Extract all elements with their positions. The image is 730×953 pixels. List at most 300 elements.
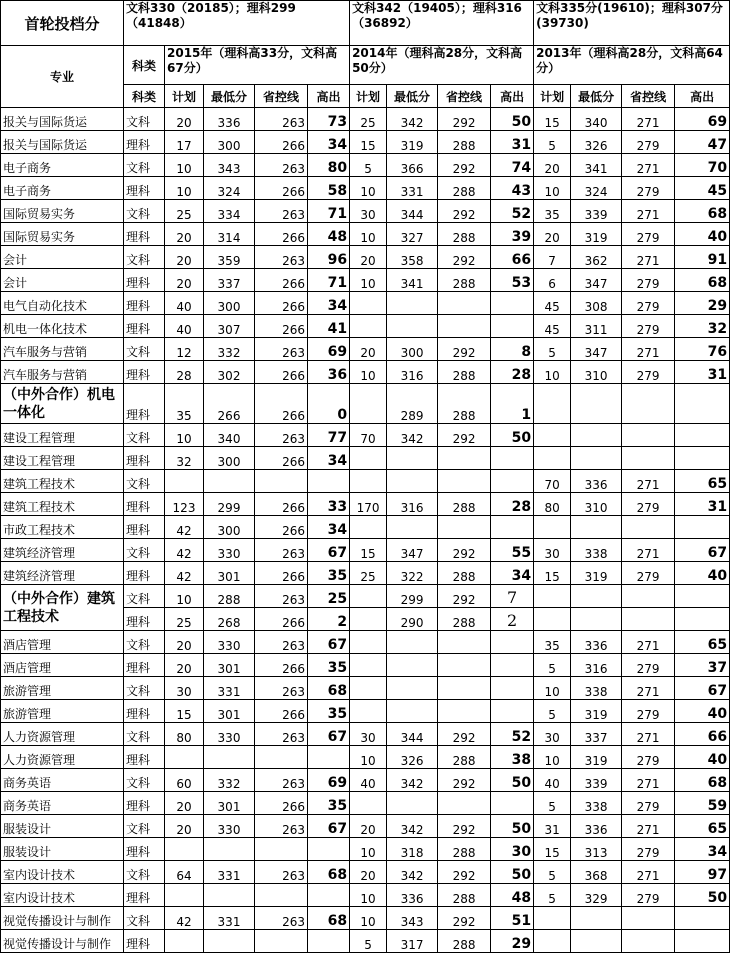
cell-2015-control-line: 263 [255, 585, 308, 608]
subheader-y2015-0: 计划 [165, 85, 204, 108]
cell-2013-control-line [622, 585, 675, 608]
cell-2014-above-line [491, 292, 534, 315]
cell-2014-plan: 170 [350, 493, 387, 516]
header-score-2014: 文科342（19405）；理科316（36892） [350, 1, 534, 46]
cell-2015-plan: 20 [165, 631, 204, 654]
cell-2013-above-line [675, 424, 730, 447]
cell-2015-min-score: 330 [204, 723, 255, 746]
cell-2014-control-line: 288 [438, 930, 491, 953]
cell-2013-control-line: 271 [622, 861, 675, 884]
major-name: 电子商务 [1, 154, 124, 177]
cell-2015-control-line: 266 [255, 516, 308, 539]
table-row [1, 223, 730, 246]
cell-2015-above-line: 48 [308, 223, 350, 246]
cell-2015-above-line: 67 [308, 723, 350, 746]
cell-2013-min-score [571, 930, 622, 953]
cell-2014-control-line: 292 [438, 246, 491, 269]
cell-2014-min-score: 300 [387, 338, 438, 361]
cell-2013-above-line: 29 [675, 292, 730, 315]
cell-2014-above-line [491, 700, 534, 723]
cell-2014-above-line: 48 [491, 884, 534, 907]
cell-2014-above-line [491, 792, 534, 815]
major-name: 视觉传播设计与制作 [1, 930, 124, 953]
cell-2013-min-score: 338 [571, 677, 622, 700]
major-name: （中外合作）建筑工程技术 [1, 585, 124, 631]
major-name: 旅游管理 [1, 677, 124, 700]
cell-2014-plan: 15 [350, 131, 387, 154]
cell-2013-plan: 45 [534, 315, 571, 338]
column-major-header: 专业 [1, 46, 124, 108]
cell-2014-control-line: 288 [438, 384, 491, 424]
cell-2013-control-line: 279 [622, 700, 675, 723]
cell-2015-control-line: 266 [255, 447, 308, 470]
cell-2014-min-score: 322 [387, 562, 438, 585]
cell-2015-above-line: 58 [308, 177, 350, 200]
cell-2015-control-line: 263 [255, 108, 308, 131]
major-name: 会计 [1, 269, 124, 292]
cell-2013-plan: 10 [534, 361, 571, 384]
cell-2013-above-line [675, 447, 730, 470]
cell-2014-above-line [491, 654, 534, 677]
subject-type: 文科 [124, 338, 165, 361]
cell-2015-above-line: 25 [308, 585, 350, 608]
cell-2013-above-line: 76 [675, 338, 730, 361]
major-name: 酒店管理 [1, 631, 124, 654]
cell-2014-plan [350, 654, 387, 677]
cell-2013-control-line: 279 [622, 792, 675, 815]
cell-2015-above-line: 34 [308, 516, 350, 539]
cell-2014-above-line [491, 315, 534, 338]
cell-2014-plan: 20 [350, 861, 387, 884]
cell-2013-control-line: 271 [622, 108, 675, 131]
cell-2013-control-line [622, 608, 675, 631]
cell-2013-above-line [675, 384, 730, 424]
cell-2014-plan: 5 [350, 930, 387, 953]
subheader-y2013-2: 省控线 [622, 85, 675, 108]
cell-2015-above-line: 71 [308, 200, 350, 223]
major-name: 会计 [1, 246, 124, 269]
cell-2014-above-line: 29 [491, 930, 534, 953]
cell-2013-above-line: 97 [675, 861, 730, 884]
table-row [1, 177, 730, 200]
cell-2015-min-score: 301 [204, 562, 255, 585]
subject-type: 理科 [124, 562, 165, 585]
cell-2015-control-line: 266 [255, 131, 308, 154]
cell-2015-control-line: 263 [255, 861, 308, 884]
cell-2015-plan: 17 [165, 131, 204, 154]
table-row [1, 723, 730, 746]
cell-2015-control-line: 263 [255, 677, 308, 700]
cell-2013-min-score: 340 [571, 108, 622, 131]
cell-2014-above-line: 39 [491, 223, 534, 246]
table-row [1, 677, 730, 700]
cell-2015-plan: 60 [165, 769, 204, 792]
major-name: 酒店管理 [1, 654, 124, 677]
cell-2014-plan: 20 [350, 338, 387, 361]
cell-2014-above-line [491, 631, 534, 654]
major-name: 电气自动化技术 [1, 292, 124, 315]
cell-2014-control-line [438, 700, 491, 723]
subject-type: 文科 [124, 585, 165, 608]
cell-2013-control-line: 271 [622, 470, 675, 493]
cell-2014-min-score: 342 [387, 815, 438, 838]
cell-2013-above-line: 40 [675, 562, 730, 585]
cell-2015-above-line: 67 [308, 631, 350, 654]
cell-2013-control-line: 271 [622, 723, 675, 746]
cell-2014-above-line: 31 [491, 131, 534, 154]
subject-type: 文科 [124, 631, 165, 654]
cell-2015-min-score: 332 [204, 338, 255, 361]
table-row [1, 108, 730, 131]
cell-2014-control-line: 288 [438, 562, 491, 585]
cell-2015-above-line: 69 [308, 338, 350, 361]
cell-2014-min-score: 342 [387, 861, 438, 884]
cell-2014-plan [350, 792, 387, 815]
cell-2014-min-score: 319 [387, 131, 438, 154]
header-score-2015: 文科330（20185）；理科299（41848） [124, 1, 350, 46]
cell-2015-above-line: 34 [308, 131, 350, 154]
cell-2014-above-line [491, 470, 534, 493]
major-name: 室内设计技术 [1, 861, 124, 884]
cell-2013-plan: 20 [534, 223, 571, 246]
cell-2013-above-line: 68 [675, 769, 730, 792]
cell-2013-plan: 5 [534, 792, 571, 815]
cell-2014-min-score: 327 [387, 223, 438, 246]
cell-2015-plan [165, 470, 204, 493]
cell-2015-control-line: 263 [255, 539, 308, 562]
cell-2013-control-line: 279 [622, 131, 675, 154]
cell-2013-above-line: 40 [675, 700, 730, 723]
table-row [1, 884, 730, 907]
cell-2015-plan: 20 [165, 108, 204, 131]
table-row [1, 315, 730, 338]
subject-type: 理科 [124, 746, 165, 769]
cell-2013-control-line [622, 447, 675, 470]
major-name: 旅游管理 [1, 700, 124, 723]
table-row [1, 631, 730, 654]
cell-2014-control-line [438, 470, 491, 493]
table-row [1, 493, 730, 516]
cell-2015-min-score [204, 746, 255, 769]
cell-2014-plan [350, 631, 387, 654]
cell-2014-control-line: 292 [438, 338, 491, 361]
cell-2013-min-score [571, 585, 622, 608]
cell-2014-control-line: 292 [438, 907, 491, 930]
table-row [1, 292, 730, 315]
subject-type: 理科 [124, 884, 165, 907]
cell-2013-control-line [622, 424, 675, 447]
table-row [1, 792, 730, 815]
cell-2015-min-score: 288 [204, 585, 255, 608]
table-row [1, 361, 730, 384]
cell-2013-above-line: 59 [675, 792, 730, 815]
cell-2015-above-line [308, 884, 350, 907]
table-row [1, 269, 730, 292]
cell-2013-plan: 5 [534, 861, 571, 884]
cell-2013-plan: 5 [534, 884, 571, 907]
cell-2015-plan: 10 [165, 177, 204, 200]
cell-2015-plan: 42 [165, 516, 204, 539]
subject-type: 理科 [124, 292, 165, 315]
cell-2013-above-line: 65 [675, 631, 730, 654]
cell-2015-min-score: 340 [204, 424, 255, 447]
table-row [1, 246, 730, 269]
cell-2015-above-line: 34 [308, 292, 350, 315]
cell-2014-above-line: 28 [491, 361, 534, 384]
cell-2013-above-line: 34 [675, 838, 730, 861]
table-row [1, 585, 730, 608]
cell-2013-min-score: 308 [571, 292, 622, 315]
cell-2014-control-line: 288 [438, 746, 491, 769]
subject-type: 文科 [124, 539, 165, 562]
cell-2014-plan [350, 315, 387, 338]
cell-2014-control-line: 288 [438, 493, 491, 516]
cell-2014-above-line: 28 [491, 493, 534, 516]
cell-2013-control-line: 279 [622, 746, 675, 769]
cell-2015-control-line: 263 [255, 200, 308, 223]
cell-2013-above-line [675, 516, 730, 539]
cell-2014-plan: 70 [350, 424, 387, 447]
cell-2014-plan [350, 292, 387, 315]
cell-2015-above-line: 73 [308, 108, 350, 131]
cell-2014-control-line: 288 [438, 608, 491, 631]
cell-2014-plan: 10 [350, 746, 387, 769]
major-name: 视觉传播设计与制作 [1, 907, 124, 930]
major-name: 汽车服务与营销 [1, 338, 124, 361]
cell-2014-min-score [387, 654, 438, 677]
cell-2015-min-score: 324 [204, 177, 255, 200]
cell-2013-above-line: 40 [675, 746, 730, 769]
cell-2015-plan: 64 [165, 861, 204, 884]
subject-type: 文科 [124, 815, 165, 838]
cell-2014-plan [350, 470, 387, 493]
cell-2015-plan: 10 [165, 585, 204, 608]
cell-2015-plan: 20 [165, 654, 204, 677]
cell-2015-control-line: 266 [255, 177, 308, 200]
cell-2015-above-line: 77 [308, 424, 350, 447]
cell-2014-min-score: 341 [387, 269, 438, 292]
cell-2013-min-score: 338 [571, 539, 622, 562]
cell-2013-plan: 5 [534, 654, 571, 677]
cell-2015-min-score: 330 [204, 539, 255, 562]
subject-type: 理科 [124, 838, 165, 861]
subject-type: 文科 [124, 200, 165, 223]
cell-2014-above-line: 52 [491, 200, 534, 223]
cell-2014-plan: 10 [350, 884, 387, 907]
cell-2015-control-line: 266 [255, 384, 308, 424]
major-name: 商务英语 [1, 792, 124, 815]
cell-2014-plan: 15 [350, 539, 387, 562]
cell-2014-min-score: 326 [387, 746, 438, 769]
subheader-y2013-3: 高出 [675, 85, 730, 108]
cell-2015-above-line [308, 930, 350, 953]
cell-2013-above-line: 67 [675, 677, 730, 700]
cell-2014-control-line: 292 [438, 585, 491, 608]
cell-2013-above-line [675, 585, 730, 608]
cell-2013-plan: 35 [534, 631, 571, 654]
cell-2014-min-score [387, 792, 438, 815]
cell-2014-control-line [438, 654, 491, 677]
cell-2014-control-line: 288 [438, 223, 491, 246]
cell-2013-min-score: 319 [571, 700, 622, 723]
cell-2014-above-line [491, 677, 534, 700]
cell-2015-above-line: 2 [308, 608, 350, 631]
major-name: 国际贸易实务 [1, 223, 124, 246]
subject-type: 理科 [124, 930, 165, 953]
cell-2015-min-score: 331 [204, 907, 255, 930]
subject-type: 文科 [124, 108, 165, 131]
cell-2015-above-line: 80 [308, 154, 350, 177]
cell-2015-plan: 42 [165, 562, 204, 585]
cell-2014-above-line: 2 [491, 608, 534, 631]
subheader-y2013-1: 最低分 [571, 85, 622, 108]
cell-2015-plan: 80 [165, 723, 204, 746]
cell-2013-min-score: 341 [571, 154, 622, 177]
cell-2013-min-score: 329 [571, 884, 622, 907]
cell-2013-plan [534, 930, 571, 953]
cell-2013-min-score [571, 608, 622, 631]
cell-2013-control-line: 271 [622, 246, 675, 269]
major-name: 人力资源管理 [1, 746, 124, 769]
subheader-y2014-1: 最低分 [387, 85, 438, 108]
cell-2015-min-score [204, 470, 255, 493]
cell-2015-min-score: 331 [204, 677, 255, 700]
cell-2015-plan: 30 [165, 677, 204, 700]
cell-2013-above-line: 66 [675, 723, 730, 746]
cell-2015-above-line: 68 [308, 861, 350, 884]
cell-2015-plan [165, 930, 204, 953]
table-row [1, 930, 730, 953]
subject-type: 文科 [124, 246, 165, 269]
cell-2015-control-line: 263 [255, 338, 308, 361]
cell-2013-plan [534, 907, 571, 930]
cell-2014-plan [350, 447, 387, 470]
cell-2014-min-score [387, 631, 438, 654]
major-name: （中外合作）机电一体化 [1, 384, 124, 424]
cell-2013-plan: 6 [534, 269, 571, 292]
cell-2015-min-score: 359 [204, 246, 255, 269]
cell-2015-control-line: 266 [255, 700, 308, 723]
table-row [1, 154, 730, 177]
major-name: 电子商务 [1, 177, 124, 200]
page-title: 首轮投档分 [1, 1, 124, 46]
major-name: 市政工程技术 [1, 516, 124, 539]
cell-2014-control-line: 292 [438, 108, 491, 131]
cell-2014-min-score: 289 [387, 384, 438, 424]
cell-2015-min-score: 336 [204, 108, 255, 131]
cell-2013-plan [534, 608, 571, 631]
cell-2013-plan: 5 [534, 131, 571, 154]
cell-2015-min-score: 300 [204, 292, 255, 315]
cell-2014-plan [350, 677, 387, 700]
cell-2013-min-score: 339 [571, 769, 622, 792]
cell-2015-min-score [204, 838, 255, 861]
major-name: 人力资源管理 [1, 723, 124, 746]
cell-2013-control-line: 271 [622, 677, 675, 700]
subject-type: 理科 [124, 700, 165, 723]
cell-2014-above-line: 34 [491, 562, 534, 585]
cell-2015-min-score: 300 [204, 131, 255, 154]
cell-2013-min-score: 313 [571, 838, 622, 861]
cell-2015-control-line: 266 [255, 654, 308, 677]
cell-2013-plan: 7 [534, 246, 571, 269]
cell-2015-plan: 25 [165, 608, 204, 631]
table-row [1, 200, 730, 223]
cell-2013-min-score: 362 [571, 246, 622, 269]
cell-2015-min-score: 330 [204, 815, 255, 838]
cell-2014-min-score: 343 [387, 907, 438, 930]
cell-2015-plan: 28 [165, 361, 204, 384]
cell-2015-control-line [255, 884, 308, 907]
cell-2015-plan: 42 [165, 539, 204, 562]
cell-2015-control-line: 266 [255, 269, 308, 292]
cell-2015-plan: 10 [165, 154, 204, 177]
cell-2013-control-line: 279 [622, 315, 675, 338]
cell-2013-above-line: 69 [675, 108, 730, 131]
cell-2014-above-line: 52 [491, 723, 534, 746]
cell-2014-min-score: 318 [387, 838, 438, 861]
year-header-2013: 2013年（理科高28分，文科高64分） [534, 46, 730, 85]
cell-2013-min-score: 336 [571, 815, 622, 838]
cell-2015-above-line [308, 746, 350, 769]
subject-type: 理科 [124, 361, 165, 384]
table-row [1, 861, 730, 884]
cell-2015-above-line: 68 [308, 677, 350, 700]
subject-type: 理科 [124, 131, 165, 154]
cell-2014-control-line: 292 [438, 769, 491, 792]
table-row [1, 516, 730, 539]
subject-type: 理科 [124, 269, 165, 292]
cell-2013-plan: 80 [534, 493, 571, 516]
cell-2015-control-line: 266 [255, 493, 308, 516]
cell-2015-control-line [255, 930, 308, 953]
cell-2013-min-score: 319 [571, 746, 622, 769]
cell-2013-control-line: 271 [622, 769, 675, 792]
subject-type: 文科 [124, 677, 165, 700]
cell-2013-control-line: 271 [622, 631, 675, 654]
cell-2014-plan: 20 [350, 815, 387, 838]
cell-2015-above-line: 68 [308, 907, 350, 930]
cell-2015-plan: 20 [165, 792, 204, 815]
cell-2013-min-score: 336 [571, 470, 622, 493]
cell-2015-above-line: 0 [308, 384, 350, 424]
cell-2014-plan: 10 [350, 838, 387, 861]
cell-2013-plan: 10 [534, 677, 571, 700]
cell-2014-plan: 20 [350, 246, 387, 269]
cell-2013-min-score: 319 [571, 562, 622, 585]
cell-2013-above-line: 65 [675, 470, 730, 493]
cell-2015-min-score: 301 [204, 700, 255, 723]
cell-2015-plan: 40 [165, 292, 204, 315]
subject-type: 理科 [124, 177, 165, 200]
major-name: 机电一体化技术 [1, 315, 124, 338]
cell-2013-min-score: 316 [571, 654, 622, 677]
cell-2014-plan [350, 608, 387, 631]
cell-2014-plan: 30 [350, 200, 387, 223]
cell-2015-control-line: 266 [255, 315, 308, 338]
cell-2014-control-line: 292 [438, 200, 491, 223]
cell-2013-min-score [571, 447, 622, 470]
cell-2015-above-line [308, 470, 350, 493]
cell-2013-plan: 35 [534, 200, 571, 223]
cell-2013-plan: 10 [534, 746, 571, 769]
major-name: 商务英语 [1, 769, 124, 792]
cell-2014-above-line: 1 [491, 384, 534, 424]
subject-type: 文科 [124, 470, 165, 493]
cell-2013-above-line: 68 [675, 200, 730, 223]
cell-2013-plan [534, 585, 571, 608]
cell-2013-min-score [571, 516, 622, 539]
